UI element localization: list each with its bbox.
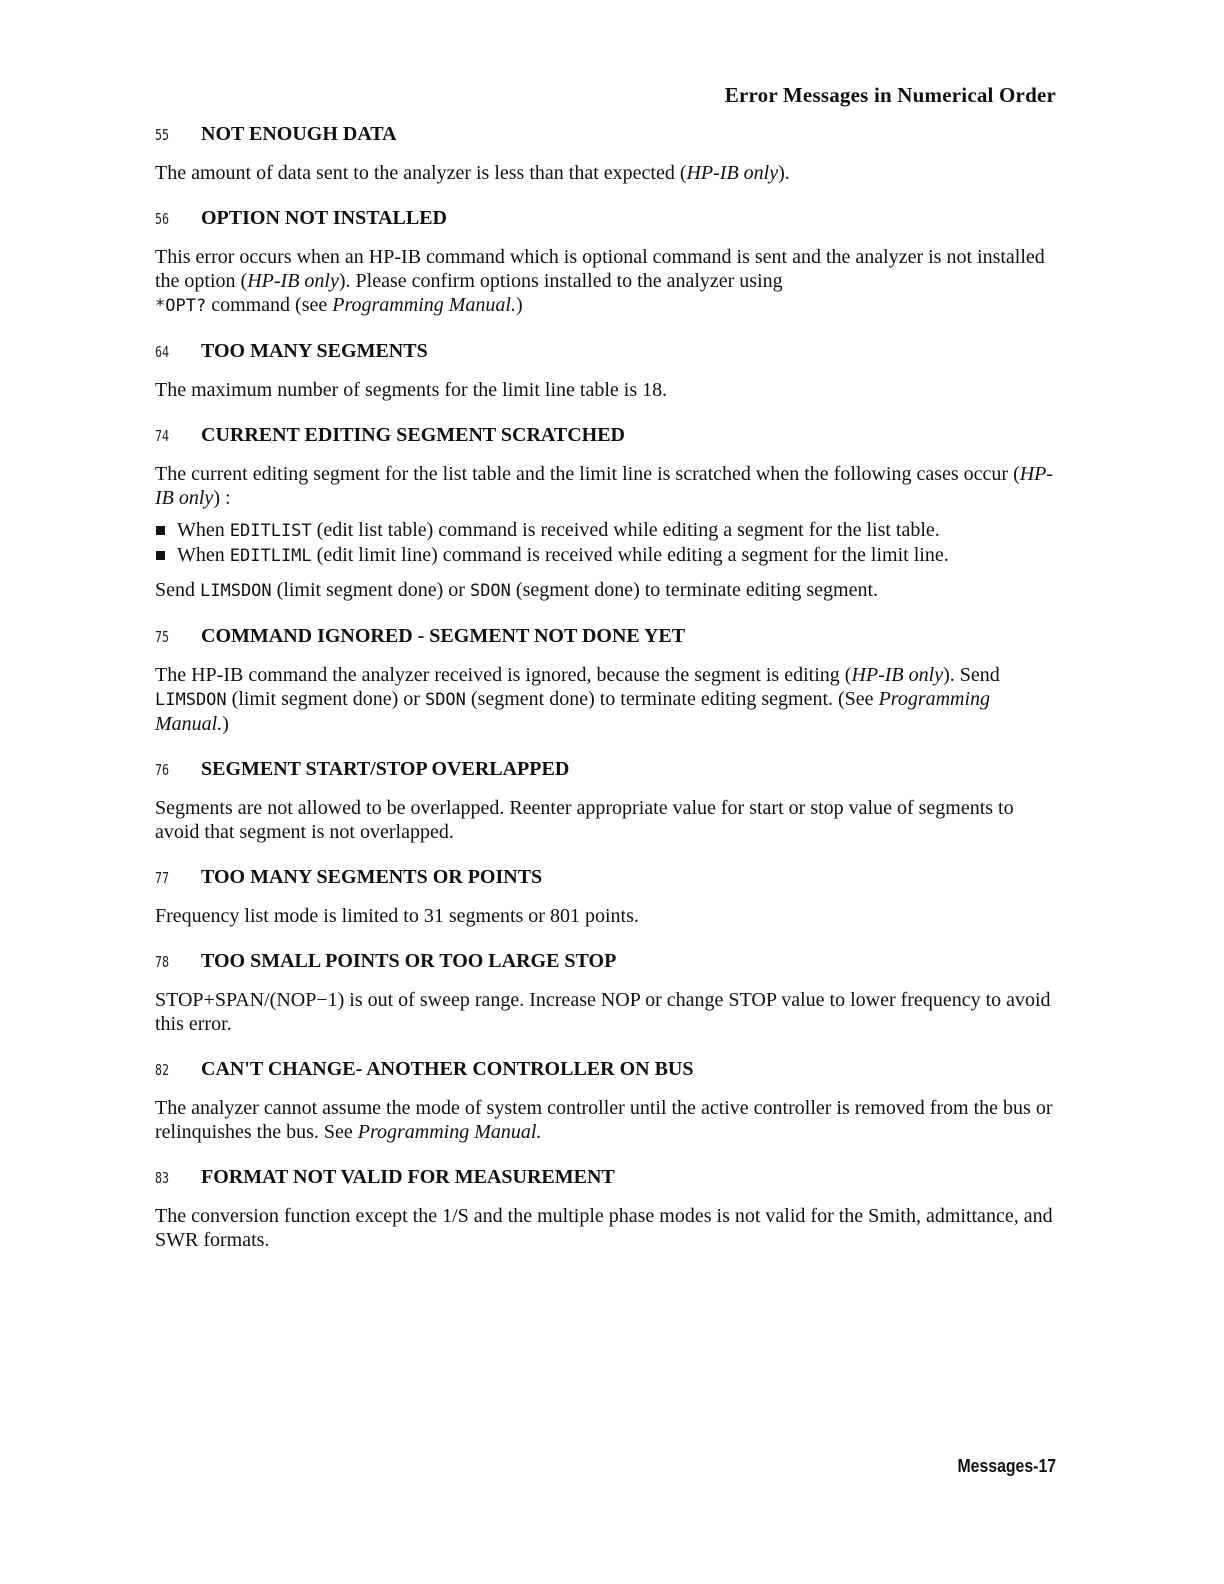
error-description — [155, 1096, 1060, 1144]
error-code: 77 — [155, 869, 170, 887]
error-title: OPTION NOT INSTALLED — [201, 207, 447, 229]
bullet-square-icon — [156, 526, 165, 535]
error-code: 64 — [155, 343, 170, 361]
error-title: NOT ENOUGH DATA — [201, 123, 397, 145]
error-title: TOO MANY SEGMENTS OR POINTS — [201, 866, 543, 888]
text-run: (edit list table) command is received while editing a segment for the list table. — [311, 519, 940, 541]
error-entry-77 — [155, 866, 1060, 928]
error-entry-78 — [155, 950, 1060, 1036]
command-text: LIMSDON — [200, 581, 272, 601]
command-text: LIMSDON — [155, 690, 227, 710]
error-description — [155, 161, 1060, 185]
command-text: EDITLIML — [229, 546, 312, 566]
text-run: Send — [155, 579, 200, 601]
error-code: 83 — [155, 1169, 170, 1187]
italic-text: Programming Manual. — [155, 688, 991, 735]
text-run: When — [177, 544, 230, 566]
italic-text: HP-IB only — [686, 162, 779, 184]
italic-text: Programming Manual. — [332, 294, 516, 316]
error-title: CURRENT EDITING SEGMENT SCRATCHED — [201, 424, 625, 446]
error-title: TOO MANY SEGMENTS — [201, 340, 428, 362]
error-code: 78 — [155, 953, 170, 971]
command-text: SDON — [424, 690, 466, 710]
error-description: The maximum number of segments for the limit line table is 18. — [155, 379, 668, 401]
italic-text: Programming Manual. — [357, 1121, 542, 1143]
bullet-square-icon — [156, 551, 165, 560]
error-entry-82 — [155, 1058, 1060, 1144]
error-entry-75 — [155, 625, 1060, 736]
text-run: When — [177, 519, 230, 541]
error-code: 56 — [155, 210, 170, 228]
running-header: Error Messages in Numerical Order — [724, 83, 1056, 107]
error-description — [155, 462, 1060, 510]
error-title: CAN'T CHANGE- ANOTHER CONTROLLER ON BUS — [201, 1058, 694, 1080]
error-code: 74 — [155, 427, 170, 445]
error-description: The conversion function except the 1/S and the multiple phase modes is not valid for the Smith, admittance, and SWR formats. — [155, 1205, 1053, 1251]
italic-text: HP-IB only — [851, 664, 944, 686]
error-code: 76 — [155, 761, 170, 779]
text-run: (limit segment done) or — [226, 688, 425, 710]
error-description — [155, 663, 1060, 736]
text-run: (segment done) to terminate editing segment. (See — [465, 688, 879, 710]
error-code: 82 — [155, 1061, 170, 1079]
command-text: EDITLIST — [229, 521, 312, 541]
error-title: COMMAND IGNORED - SEGMENT NOT DONE YET — [201, 625, 686, 647]
text-run: (edit limit line) command is received while editing a segment for the limit line. — [311, 544, 949, 566]
italic-text: HP-IB only — [155, 463, 1054, 509]
error-entry-64 — [155, 340, 1060, 402]
text-run: The HP-IB command the analyzer received is ignored, because the segment is editing ( — [155, 664, 852, 686]
text-run: ). Send — [943, 664, 1000, 686]
text-run: ). Please confirm options installed to the analyzer using — [338, 270, 783, 292]
text-run: ) — [515, 294, 523, 316]
error-code: 55 — [155, 126, 170, 144]
error-entry-55 — [155, 123, 1060, 185]
text-run: (segment done) to terminate editing segment. — [510, 579, 879, 601]
text-run: ). — [778, 162, 790, 184]
error-code: 75 — [155, 628, 170, 646]
text-run: ) : — [213, 487, 231, 509]
page-number: Messages-17 — [957, 1456, 1056, 1476]
bullet-list — [155, 518, 1060, 568]
error-remedy — [155, 578, 1060, 603]
error-description: Segments are not allowed to be overlapped. Reenter appropriate value for start or stop value of segments to avoid that segment is not overlapped. — [155, 797, 1014, 843]
text-run: (limit segment done) or — [271, 579, 470, 601]
error-title: SEGMENT START/STOP OVERLAPPED — [201, 758, 570, 780]
text-run: ) — [222, 713, 229, 735]
error-title: FORMAT NOT VALID FOR MEASUREMENT — [201, 1166, 615, 1188]
text-run: The current editing segment for the list table and the limit line is scratched when the following cases occur ( — [155, 463, 1020, 485]
error-title: TOO SMALL POINTS OR TOO LARGE STOP — [201, 950, 617, 972]
list-item — [155, 518, 1060, 543]
error-message-list — [155, 123, 1060, 1274]
italic-text: HP-IB only — [247, 270, 339, 292]
error-entry-76 — [155, 758, 1060, 844]
text-run: command (see — [206, 294, 333, 316]
error-entry-83 — [155, 1166, 1060, 1252]
error-entry-56 — [155, 207, 1060, 318]
text-run: This error occurs when an HP-IB command which is optional command is sent and the analyzer is not installed the option ( — [155, 246, 1045, 292]
error-description: STOP+SPAN/(NOP−1) is out of sweep range. Increase NOP or change STOP value to lower frequency to avoid this error. — [155, 989, 1051, 1035]
text-run: The analyzer cannot assume the mode of system controller until the active controller is removed from the bus or relinquishes the bus. See — [155, 1097, 1053, 1143]
command-text: *OPT? — [155, 296, 207, 316]
error-entry-74 — [155, 424, 1060, 603]
text-run: The amount of data sent to the analyzer is less than that expected ( — [155, 162, 687, 184]
error-description — [155, 245, 1060, 318]
error-description: Frequency list mode is limited to 31 segments or 801 points. — [155, 905, 639, 927]
command-text: SDON — [469, 581, 511, 601]
list-item — [155, 543, 1060, 568]
